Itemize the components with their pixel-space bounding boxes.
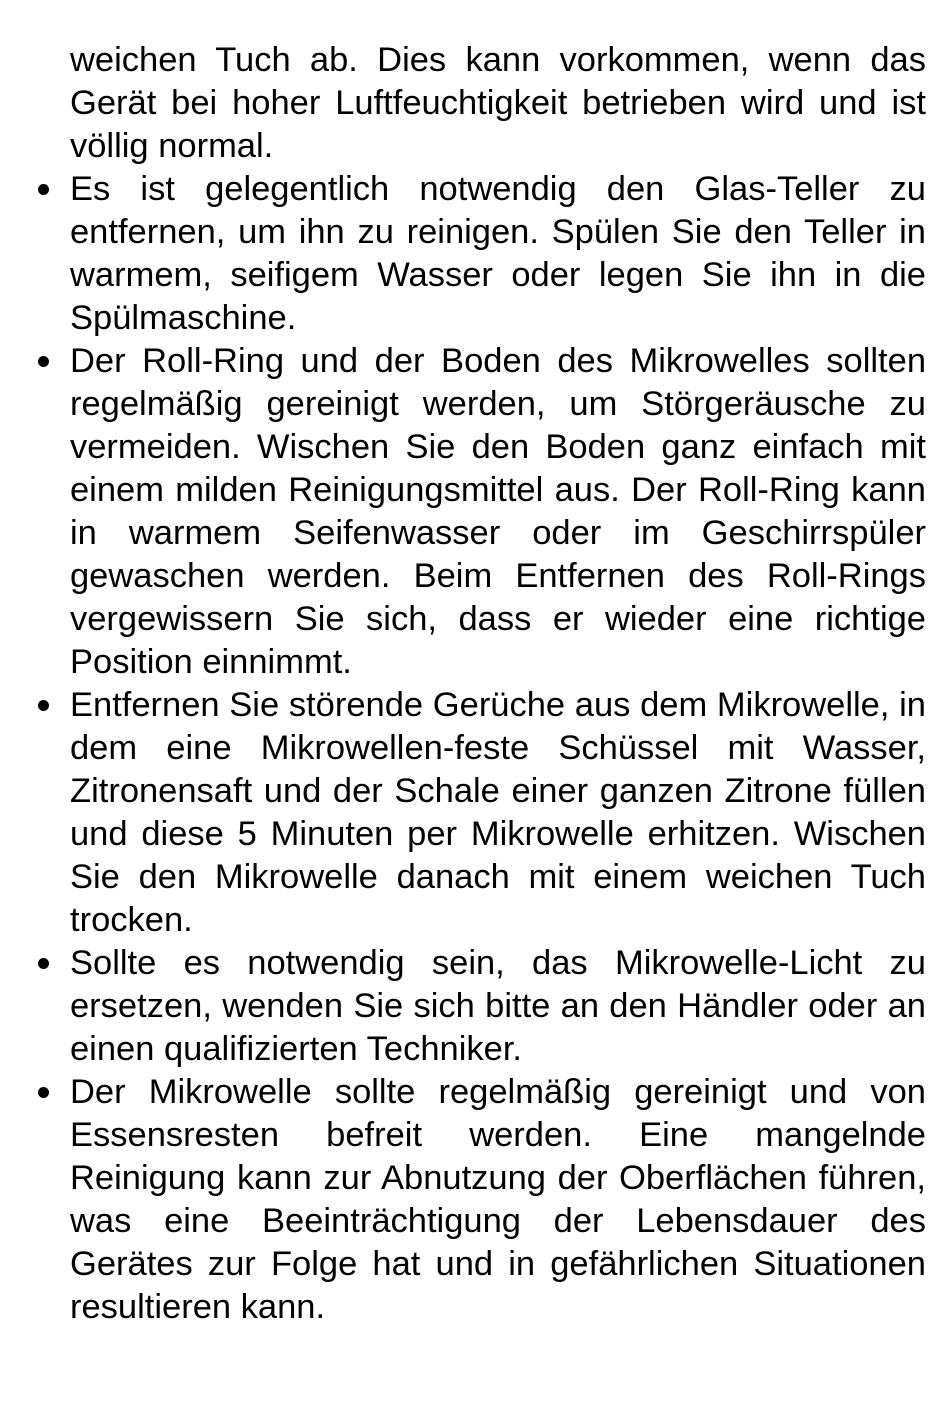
bullet-text: Der Roll-Ring und der Boden des Mikrowelles sollten regelmäßig gereinigt werden, um Störgeräusche zu vermeiden. Wischen Sie den Boden ganz einfach mit einem milden Reinigungsmittel aus. Der Roll-Ring kann in warmem Seifenwasser oder im Geschirrspüler gewaschen werden. Beim Entfernen des Roll-Rings vergewissern Sie sich, dass er wieder eine richtige Position einnimmt.	[70, 342, 926, 681]
bullet-item-odors	[0, 684, 950, 942]
bullet-item-glass-plate	[0, 168, 950, 340]
bullet-text: Entfernen Sie störende Gerüche aus dem Mikrowelle, in dem eine Mikrowellen-feste Schüssel mit Wasser, Zitronensaft und der Schale einer ganzen Zitrone füllen und diese 5 Minuten per Mikrowelle erhitzen. Wischen Sie den Mikrowelle danach mit einem weichen Tuch trocken.	[70, 686, 926, 939]
bullet-text: Es ist gelegentlich notwendig den Glas-Teller zu entfernen, um ihn zu reinigen. Spülen Sie den Teller in warmem, seifigem Wasser oder legen Sie ihn in die Spülmaschine.	[70, 170, 926, 337]
bullet-dot-icon	[38, 184, 49, 195]
bullet-text: Der Mikrowelle sollte regelmäßig gereinigt und von Essensresten befreit werden. Eine mangelnde Reinigung kann zur Abnutzung der Oberflächen führen, was eine Beeinträchtigung der Lebensdauer des Gerätes zur Folge hat und in gefährlichen Situationen resultieren kann.	[70, 1073, 926, 1326]
bullet-item-cleaning	[0, 1071, 950, 1329]
bullet-dot-icon	[38, 700, 49, 711]
bullet-text: Sollte es notwendig sein, das Mikrowelle-Licht zu ersetzen, wenden Sie sich bitte an den Händler oder an einen qualifizierten Techniker.	[70, 944, 926, 1068]
bullet-item-roll-ring	[0, 340, 950, 684]
bullet-item-light	[0, 942, 950, 1071]
maintenance-bullet-list	[0, 168, 950, 1329]
bullet-dot-icon	[38, 958, 49, 969]
bullet-dot-icon	[38, 356, 49, 367]
continued-paragraph: weichen Tuch ab. Dies kann vorkommen, wenn das Gerät bei hoher Luftfeuchtigkeit betrieben wird und ist völlig normal.	[70, 41, 926, 165]
bullet-dot-icon	[38, 1087, 49, 1098]
